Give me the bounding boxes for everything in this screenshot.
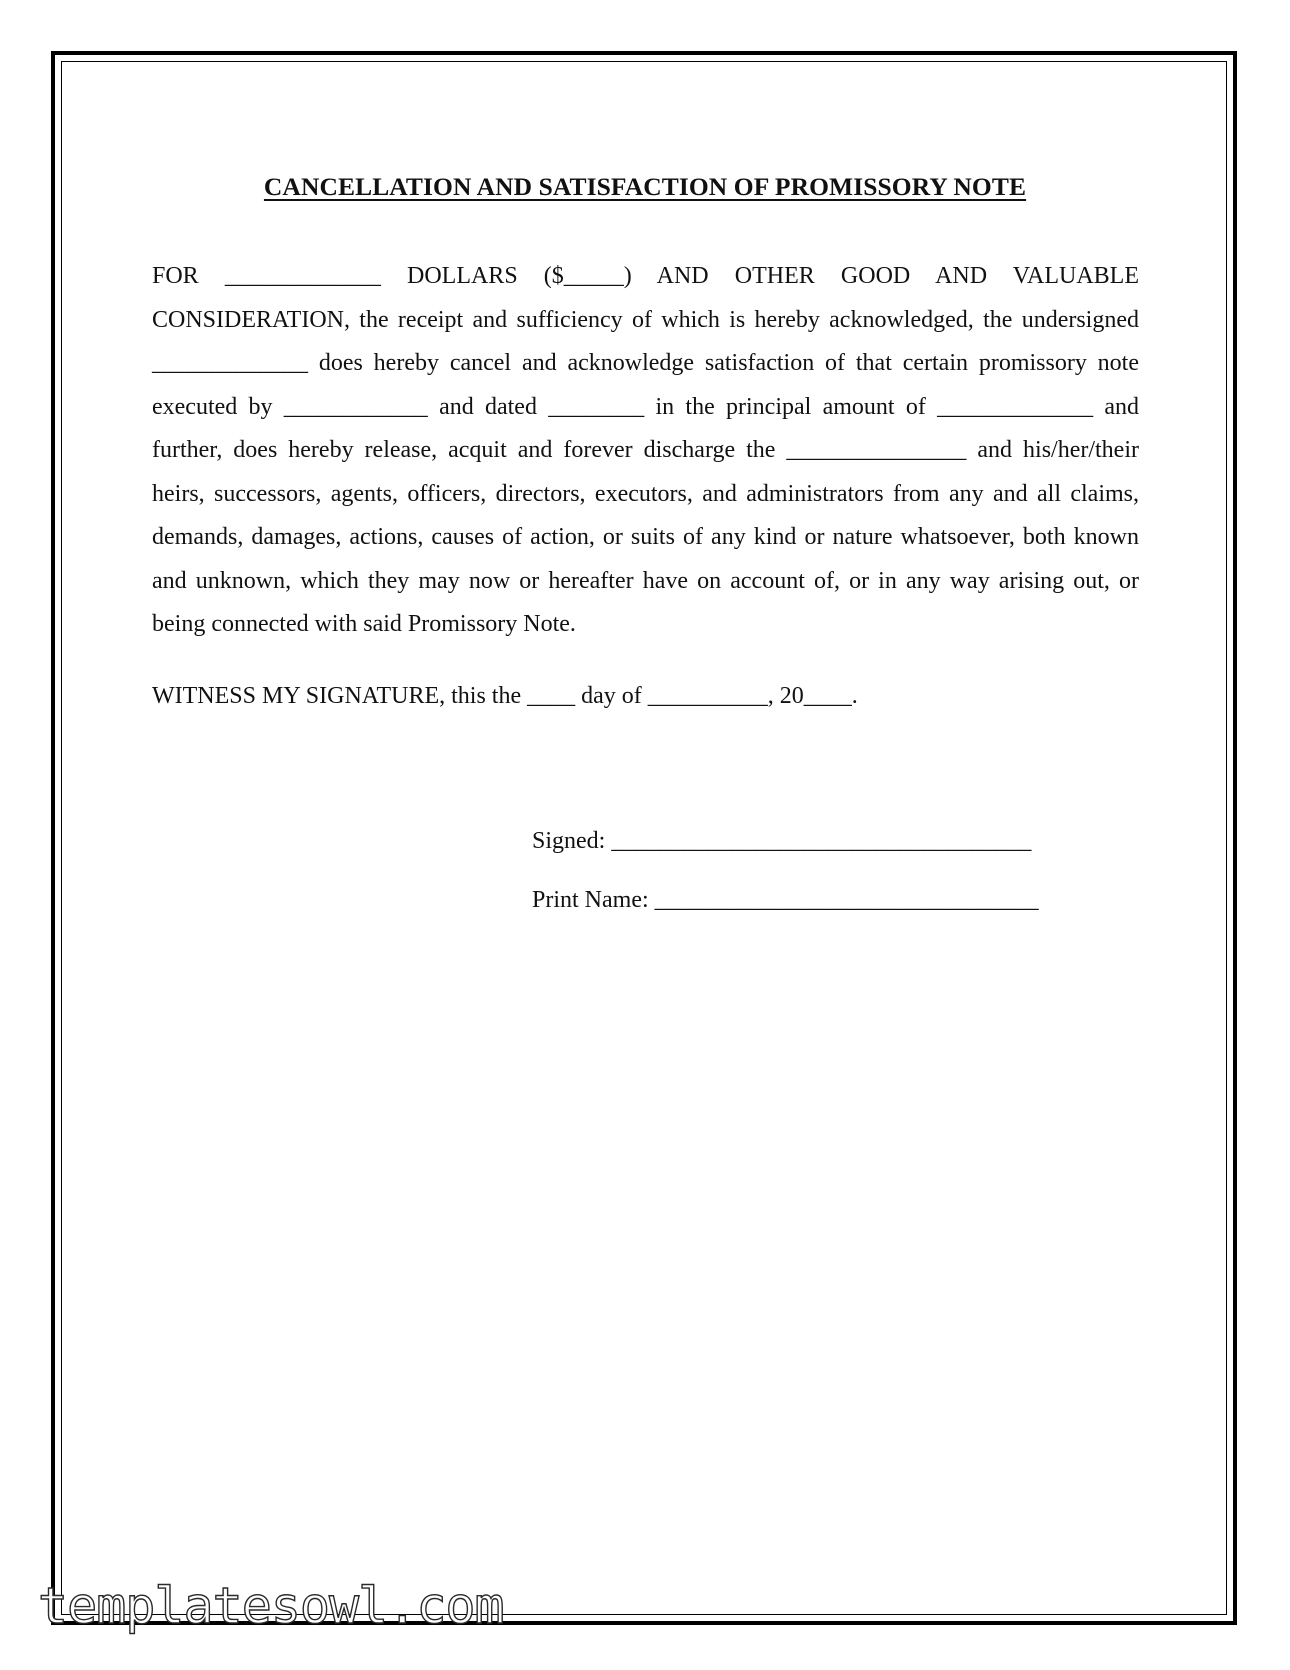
document-title: CANCELLATION AND SATISFACTION OF PROMISSORY NOTE — [263, 172, 1027, 201]
body-paragraph: FOR _____________ DOLLARS ($_____) AND OTHER GOOD AND VALUABLE CONSIDERATION, the receipt and sufficiency of which is hereby acknowledged, the undersigned _____________ does hereby cancel and acknowledge satisfaction of that certain promissory note executed by ____________ and dated ________ in the principal amount of _____________ and further, does hereby release, acquit and forever discharge the _______________ and his/her/their heirs, successors, agents, officers, directors, executors, and administrators from any and all claims, demands, damages, actions, causes of action, or suits of any kind or nature whatsoever, both known and unknown, which they may now or hereafter have on account of, or in any way arising out, or being connected with said Promissory Note. — [152, 263, 1139, 637]
signed-line: Signed: ___________________________________ — [532, 828, 1032, 854]
watermark: templatesowl.com — [38, 1577, 504, 1635]
print-name-line: Print Name: ________________________________ — [532, 887, 1039, 913]
witness-line: WITNESS MY SIGNATURE, this the ____ day of __________, 20____. — [152, 683, 858, 709]
